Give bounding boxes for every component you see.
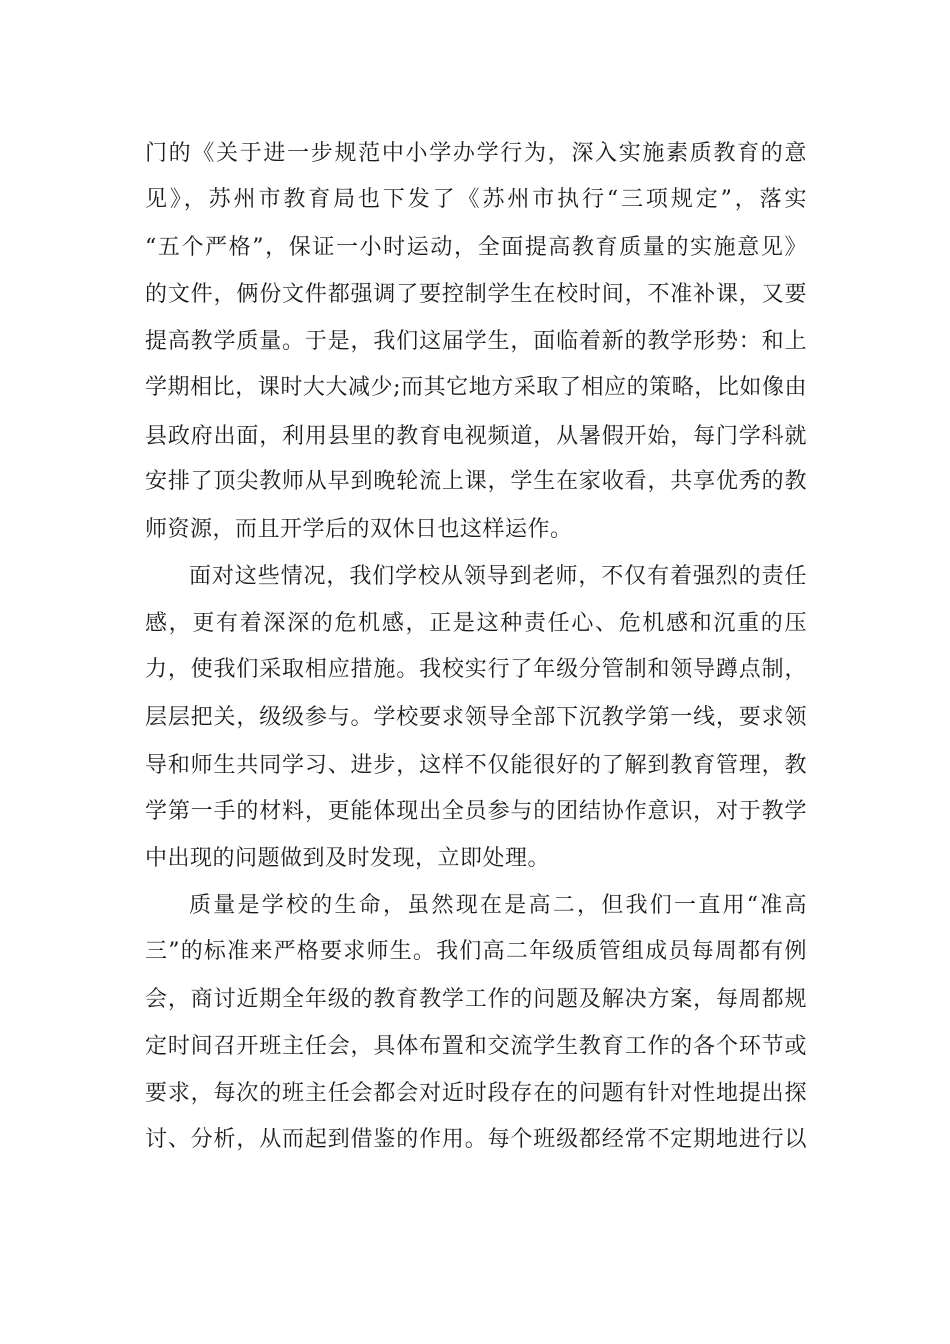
paragraph-first-line: 质量是学校的生命，虽然现在是高二，但我们一直用“准高 bbox=[189, 893, 807, 918]
text-line: 定时间召开班主任会，具体布置和交流学生教育工作的各个环节或 bbox=[145, 1034, 807, 1059]
text-line: 门的《关于进一步规范中小学办学行为，深入实施素质教育的意 bbox=[145, 141, 807, 166]
paragraph-first-line: 面对这些情况，我们学校从领导到老师，不仅有着强烈的责任 bbox=[189, 564, 807, 589]
text-line: 层层把关，级级参与。学校要求领导全部下沉教学第一线，要求领 bbox=[145, 705, 807, 730]
text-line: 的文件，俩份文件都强调了要控制学生在校时间，不准补课，又要 bbox=[145, 282, 807, 307]
text-line: 安排了顶尖教师从早到晚轮流上课，学生在家收看，共享优秀的教 bbox=[145, 469, 807, 494]
paragraph-last-line: 师资源，而且开学后的双休日也这样运作。 bbox=[145, 517, 573, 542]
text-line: 要求，每次的班主任会都会对近时段存在的问题有针对性地提出探 bbox=[145, 1081, 807, 1106]
text-line: 会，商讨近期全年级的教育教学工作的问题及解决方案，每周都规 bbox=[145, 987, 807, 1012]
text-line: “五个严格”，保证一小时运动，全面提高教育质量的实施意见》 bbox=[145, 235, 807, 260]
text-line: 三”的标准来严格要求师生。我们高二年级质管组成员每周都有例 bbox=[145, 939, 807, 964]
text-line: 县政府出面，利用县里的教育电视频道，从暑假开始，每门学科就 bbox=[145, 424, 807, 449]
text-line: 学第一手的材料，更能体现出全员参与的团结协作意识，对于教学 bbox=[145, 799, 807, 824]
text-line: 感，更有着深深的危机感，正是这种责任心、危机感和沉重的压 bbox=[145, 611, 807, 636]
text-line: 讨、分析，从而起到借鉴的作用。每个班级都经常不定期地进行以 bbox=[145, 1127, 807, 1152]
text-line: 提高教学质量。于是，我们这届学生，面临着新的教学形势：和上 bbox=[145, 329, 807, 354]
text-line: 学期相比，课时大大减少;而其它地方采取了相应的策略，比如像由 bbox=[145, 375, 807, 400]
paragraph-last-line: 中出现的问题做到及时发现，立即处理。 bbox=[145, 846, 551, 871]
text-line: 力，使我们采取相应措施。我校实行了年级分管制和领导蹲点制， bbox=[145, 657, 807, 682]
text-line: 见》，苏州市教育局也下发了《苏州市执行“三项规定”，落实 bbox=[145, 187, 807, 212]
text-line: 导和师生共同学习、进步，这样不仅能很好的了解到教育管理，教 bbox=[145, 753, 807, 778]
